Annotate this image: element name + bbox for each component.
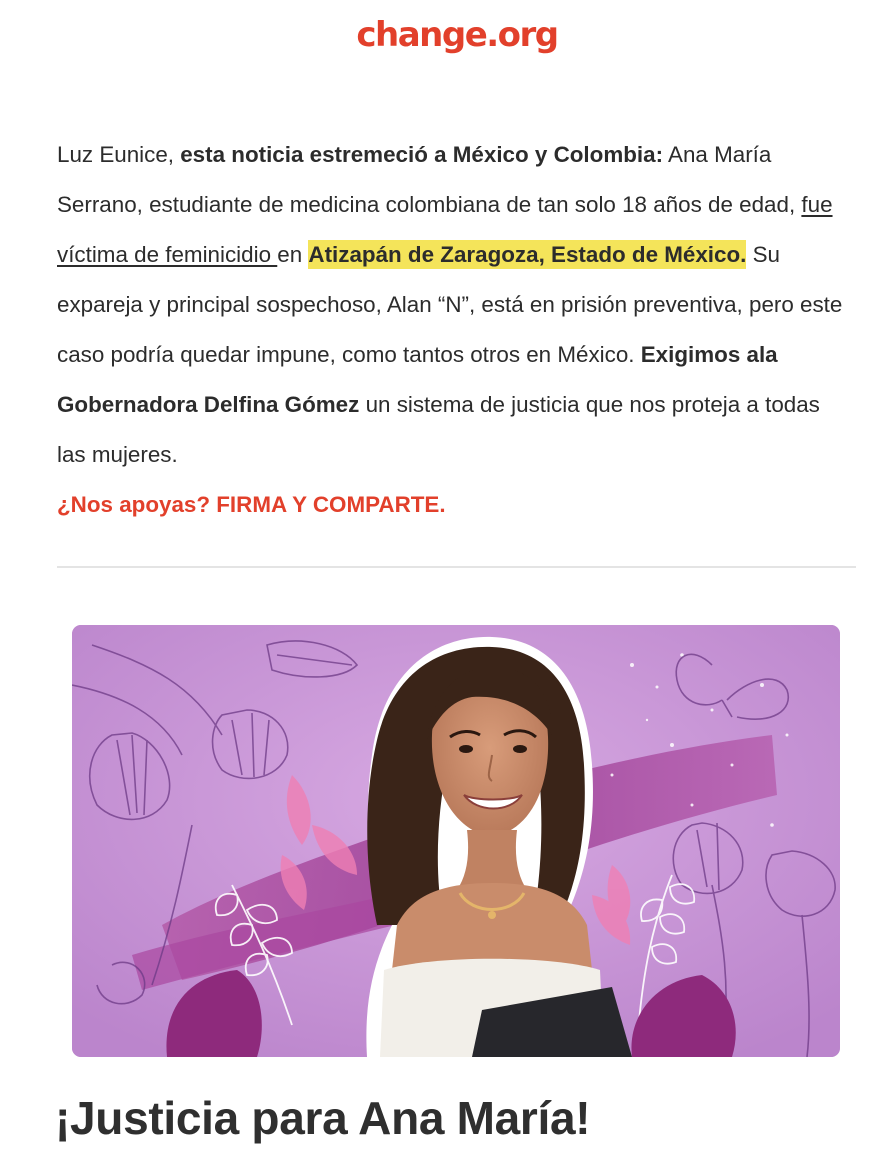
petition-message — [57, 130, 847, 530]
change-org-logo[interactable]: change.org — [356, 15, 558, 55]
sign-and-share-cta[interactable]: ¿Nos apoyas? FIRMA Y COMPARTE. — [57, 492, 446, 517]
petition-title: ¡Justicia para Ana María! — [55, 1092, 591, 1144]
connector-text: en — [277, 242, 309, 267]
greeting: Luz Eunice, — [57, 142, 181, 167]
feminicide-link[interactable]: fue víctima de feminicidio — [57, 192, 833, 267]
message-text-3: un sistema de justicia que nos proteja a todas las mujeres. — [57, 392, 820, 467]
highlighted-location: Atizapán de Zaragoza, Estado de México. — [308, 242, 747, 267]
banner-illustration — [72, 625, 840, 1057]
message-text-2: Su expareja y principal sospechoso, Alan “N”, está en prisión preventiva, pero este caso podría quedar impune, como tantos otros en México. — [57, 242, 843, 367]
bold-demand: Exigimos ala Gobernadora Delfina Gómez — [57, 342, 778, 417]
section-divider — [57, 566, 856, 568]
bold-intro: esta noticia estremeció a México y Colombia: — [180, 142, 664, 167]
message-text-1: Ana María Serrano, estudiante de medicina colombiana de tan solo 18 años de edad, — [57, 142, 802, 217]
petition-banner-image[interactable] — [72, 625, 840, 1057]
